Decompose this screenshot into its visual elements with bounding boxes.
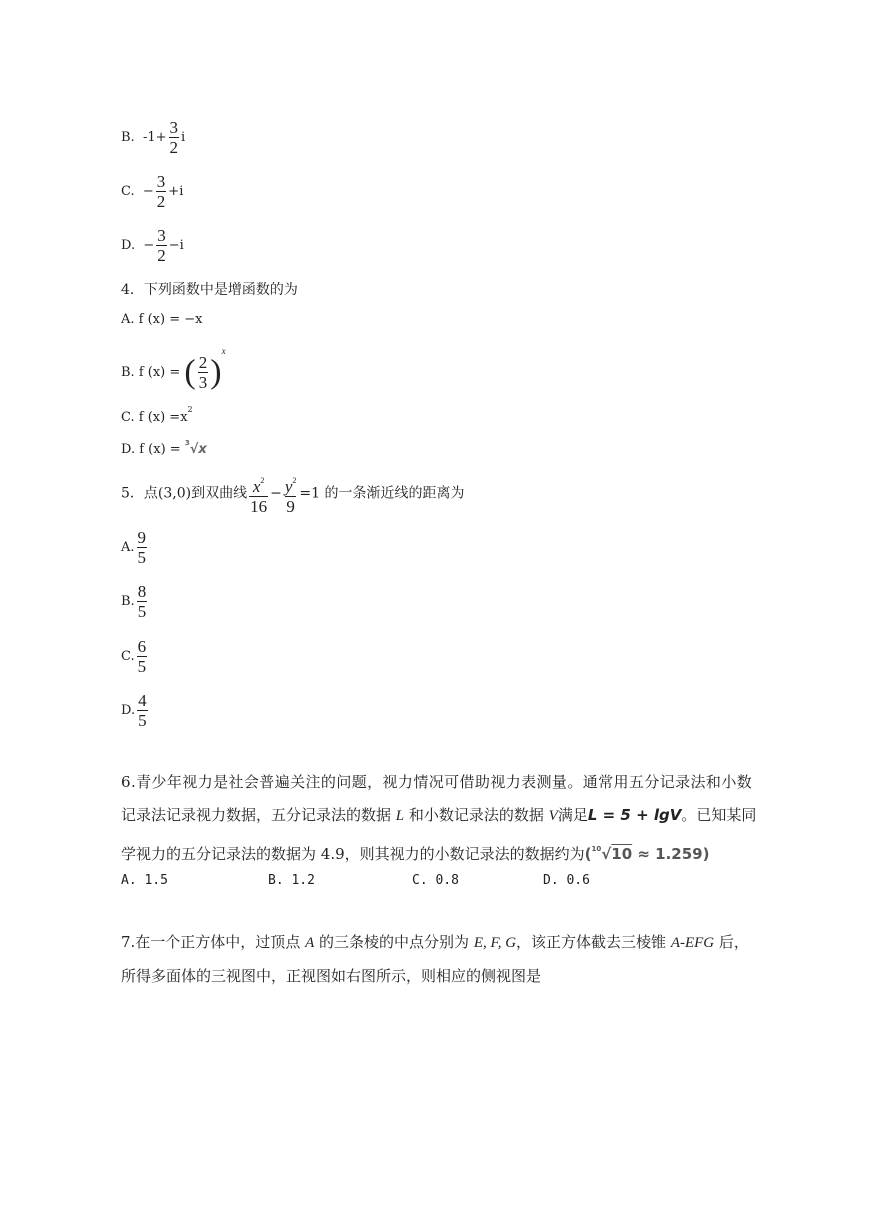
q6-choice-d: D. 0.6 bbox=[543, 873, 590, 888]
numerator: 4 bbox=[138, 691, 147, 710]
pyramid-name: A-EFG bbox=[670, 935, 715, 951]
root-index: 10 bbox=[591, 845, 602, 853]
q5-option-d bbox=[121, 691, 150, 730]
option-label: C. bbox=[121, 649, 135, 664]
text: 7.在一个正方体中，过顶点 bbox=[121, 933, 306, 951]
q4-option-b bbox=[121, 347, 226, 392]
option-text: B. f (x) = bbox=[121, 365, 181, 380]
q5-option-a bbox=[121, 528, 149, 567]
numerator: 9 bbox=[137, 528, 147, 547]
text: ，该正方体截去三棱锥 bbox=[516, 933, 671, 951]
numerator: 3 bbox=[157, 226, 166, 245]
text: 满足 bbox=[557, 806, 588, 824]
denominator: 3 bbox=[198, 373, 208, 392]
text: 学视力的五分记录法的数据为 4.9，则其视力的小数记录法的数据约为 bbox=[121, 845, 585, 863]
option-prefix: − bbox=[143, 238, 155, 253]
q3-option-d bbox=[121, 226, 184, 265]
denominator: 5 bbox=[137, 657, 147, 676]
open-paren: ( bbox=[584, 845, 592, 863]
stem-text: =1 的一条渐近线的距离为 bbox=[299, 485, 465, 502]
left-paren: ( bbox=[184, 353, 196, 391]
formula: L = 5 + lgV bbox=[587, 806, 682, 824]
minus-sign: − bbox=[270, 485, 282, 502]
option-text: C. f (x) =x bbox=[121, 410, 188, 425]
option-text: D. f (x) = bbox=[121, 442, 181, 457]
option-label: C. bbox=[121, 184, 135, 199]
numerator bbox=[284, 471, 298, 496]
variables-efg: E, F, G bbox=[473, 935, 517, 951]
q6-line-3 bbox=[121, 833, 751, 871]
fraction bbox=[169, 118, 180, 157]
option-prefix: − bbox=[142, 184, 154, 199]
option-label: D. bbox=[121, 238, 136, 253]
numerator: 6 bbox=[137, 637, 147, 656]
fraction bbox=[137, 528, 148, 567]
exponent: 2 bbox=[260, 476, 265, 485]
q7-line-2: 所得多面体的三视图中，正视图如右图所示，则相应的侧视图是 bbox=[121, 967, 542, 985]
q6-body bbox=[121, 766, 757, 871]
q4-stem: 4．下列函数中是增函数的为 bbox=[121, 282, 298, 298]
variable-v: V bbox=[548, 808, 558, 824]
option-suffix: i bbox=[181, 130, 186, 145]
option-label: D. bbox=[121, 703, 136, 718]
right-paren: ) bbox=[210, 353, 222, 391]
text: 和小数记录法的数据 bbox=[404, 806, 549, 824]
numerator bbox=[252, 471, 266, 496]
numerator: 3 bbox=[156, 172, 166, 191]
variable-y: y bbox=[284, 477, 293, 496]
denominator: 5 bbox=[137, 548, 147, 567]
q4-option-a: A. f (x) = −x bbox=[121, 312, 203, 327]
variable-l: L bbox=[395, 808, 405, 824]
q6-line-1: 6.青少年视力是社会普遍关注的问题，视力情况可借助视力表测量。通常用五分记录法和小数 bbox=[121, 773, 753, 791]
q5-option-c bbox=[121, 637, 149, 676]
option-label: B. bbox=[121, 130, 135, 145]
q6-line-2 bbox=[121, 799, 757, 833]
denominator: 9 bbox=[286, 497, 295, 516]
option-suffix: −i bbox=[168, 238, 184, 253]
text: 。已知某同 bbox=[681, 806, 757, 824]
text: 后， bbox=[714, 933, 749, 951]
option-label: A. bbox=[121, 540, 135, 555]
denominator: 2 bbox=[156, 192, 166, 211]
fraction bbox=[137, 582, 148, 621]
text: 的三条棱的中点分别为 bbox=[314, 933, 474, 951]
fraction bbox=[156, 226, 167, 265]
exponent: 2 bbox=[187, 405, 193, 414]
text: 记录法记录视力数据，五分记录法的数据 bbox=[121, 806, 396, 824]
q5-stem bbox=[121, 471, 464, 516]
denominator: 2 bbox=[169, 138, 179, 157]
variable-a: A bbox=[305, 935, 315, 951]
fraction bbox=[137, 637, 148, 676]
variable-x: x bbox=[252, 477, 261, 496]
q6-choice-c: C. 0.8 bbox=[412, 873, 459, 888]
denominator: 5 bbox=[137, 602, 147, 621]
q7-line-1 bbox=[121, 926, 751, 960]
approximation-hint: ($^{10}$√10 ≈ 1.259) bbox=[584, 845, 710, 863]
exponent: x bbox=[221, 346, 226, 356]
fraction bbox=[137, 691, 148, 730]
fraction-x bbox=[249, 471, 268, 516]
q6-choice-a: A. 1.5 bbox=[121, 873, 168, 888]
exponent: 2 bbox=[292, 476, 297, 485]
numerator: 8 bbox=[137, 582, 147, 601]
cube-root: $^3$√x bbox=[184, 439, 207, 457]
denominator: 5 bbox=[138, 711, 147, 730]
option-prefix: -1+ bbox=[142, 130, 167, 145]
q4-option-c bbox=[121, 406, 193, 424]
fraction bbox=[198, 353, 209, 392]
numerator: 2 bbox=[198, 353, 208, 372]
denominator: 2 bbox=[157, 246, 166, 265]
radicand: x bbox=[198, 442, 207, 457]
fraction bbox=[156, 172, 167, 211]
q7-body bbox=[121, 926, 751, 993]
numerator: 3 bbox=[169, 118, 179, 137]
q3-option-b bbox=[121, 118, 185, 157]
option-label: B. bbox=[121, 594, 135, 609]
approx-value: ≈ 1.259) bbox=[632, 845, 710, 863]
root-index: 3 bbox=[184, 439, 190, 447]
q4-option-d bbox=[121, 440, 207, 456]
stem-text: 5．点(3,0)到双曲线 bbox=[121, 485, 248, 502]
q6-choice-b: B. 1.2 bbox=[268, 873, 315, 888]
q5-option-b bbox=[121, 582, 149, 621]
q3-option-c bbox=[121, 172, 183, 211]
fraction-y bbox=[284, 471, 298, 516]
radicand: 10 bbox=[611, 845, 633, 863]
denominator: 16 bbox=[250, 497, 268, 516]
option-suffix: +i bbox=[168, 184, 184, 199]
